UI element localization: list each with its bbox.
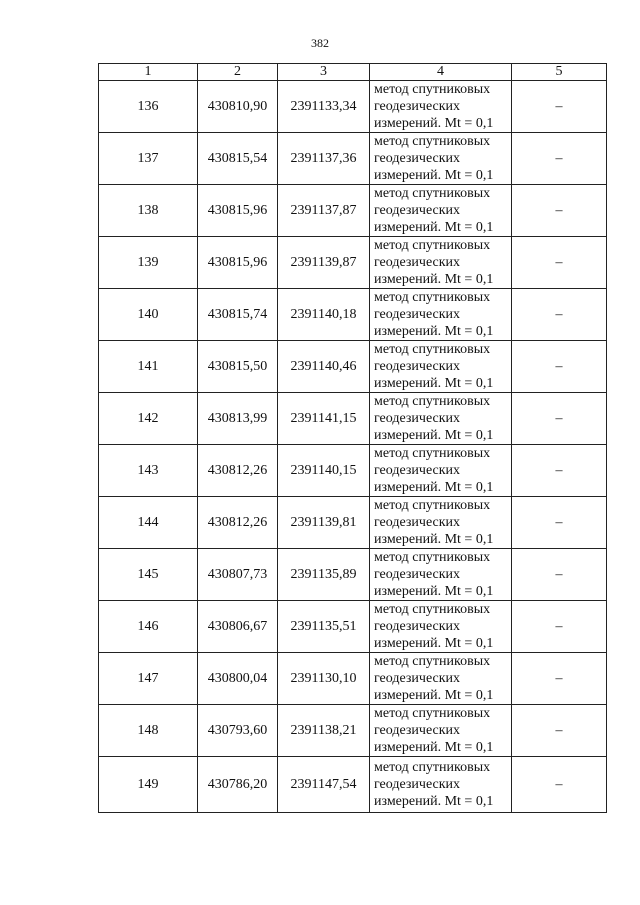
method-cell (370, 133, 512, 185)
method-line: метод спутниковых (374, 342, 491, 357)
y-coordinate-cell: 2391135,51 (278, 601, 370, 653)
y-coordinate-cell: 2391135,89 (278, 549, 370, 601)
note-cell: – (512, 757, 607, 813)
method-line: геодезических (374, 151, 461, 166)
note-cell: – (512, 133, 607, 185)
y-coordinate-cell: 2391140,15 (278, 445, 370, 497)
method-line: метод спутниковых (374, 498, 491, 513)
method-line: измерений. Mt = 0,1 (374, 272, 494, 287)
x-coordinate-cell: 430810,90 (198, 81, 278, 133)
x-coordinate-cell: 430815,96 (198, 185, 278, 237)
method-line: геодезических (374, 567, 461, 582)
page-number: 382 (311, 36, 329, 50)
point-number-cell: 138 (99, 185, 198, 237)
method-line: геодезических (374, 515, 461, 530)
method-line: геодезических (374, 463, 461, 478)
point-number-cell: 141 (99, 341, 198, 393)
method-cell (370, 81, 512, 133)
method-line: геодезических (374, 359, 461, 374)
y-coordinate-cell: 2391147,54 (278, 757, 370, 813)
x-coordinate-cell: 430813,99 (198, 393, 278, 445)
table-row (99, 133, 607, 185)
header-col-1: 1 (99, 64, 198, 81)
x-coordinate-cell: 430806,67 (198, 601, 278, 653)
y-coordinate-cell: 2391130,10 (278, 653, 370, 705)
method-line: измерений. Mt = 0,1 (374, 116, 494, 131)
x-coordinate-cell: 430815,50 (198, 341, 278, 393)
table-row (99, 185, 607, 237)
method-line: геодезических (374, 619, 461, 634)
method-line: метод спутниковых (374, 394, 491, 409)
header-col-5: 5 (512, 64, 607, 81)
method-line: измерений. Mt = 0,1 (374, 324, 494, 339)
method-line: измерений. Mt = 0,1 (374, 220, 494, 235)
method-line: геодезических (374, 777, 461, 792)
method-line: геодезических (374, 307, 461, 322)
point-number-cell: 143 (99, 445, 198, 497)
method-cell (370, 393, 512, 445)
method-cell (370, 237, 512, 289)
method-cell (370, 289, 512, 341)
point-number-cell: 145 (99, 549, 198, 601)
note-cell: – (512, 289, 607, 341)
point-number-cell: 140 (99, 289, 198, 341)
method-line: метод спутниковых (374, 446, 491, 461)
x-coordinate-cell: 430815,54 (198, 133, 278, 185)
method-line: метод спутниковых (374, 602, 491, 617)
method-line: измерений. Mt = 0,1 (374, 428, 494, 443)
note-cell: – (512, 445, 607, 497)
x-coordinate-cell: 430793,60 (198, 705, 278, 757)
table-row (99, 601, 607, 653)
y-coordinate-cell: 2391141,15 (278, 393, 370, 445)
point-number-cell: 149 (99, 757, 198, 813)
table-body (99, 81, 607, 813)
table-row (99, 341, 607, 393)
point-number-cell: 146 (99, 601, 198, 653)
method-cell (370, 341, 512, 393)
method-line: метод спутниковых (374, 654, 491, 669)
y-coordinate-cell: 2391137,87 (278, 185, 370, 237)
method-line: измерений. Mt = 0,1 (374, 636, 494, 651)
table-row (99, 705, 607, 757)
note-cell: – (512, 81, 607, 133)
header-row (99, 64, 607, 81)
method-line: измерений. Mt = 0,1 (374, 480, 494, 495)
x-coordinate-cell: 430812,26 (198, 445, 278, 497)
y-coordinate-cell: 2391139,81 (278, 497, 370, 549)
note-cell: – (512, 185, 607, 237)
method-line: геодезических (374, 411, 461, 426)
y-coordinate-cell: 2391139,87 (278, 237, 370, 289)
method-cell (370, 705, 512, 757)
note-cell: – (512, 237, 607, 289)
y-coordinate-cell: 2391140,18 (278, 289, 370, 341)
method-line: измерений. Mt = 0,1 (374, 740, 494, 755)
method-cell (370, 757, 512, 813)
note-cell: – (512, 653, 607, 705)
note-cell: – (512, 705, 607, 757)
method-line: метод спутниковых (374, 706, 491, 721)
method-cell (370, 497, 512, 549)
header-col-3: 3 (278, 64, 370, 81)
method-cell (370, 549, 512, 601)
table-row (99, 445, 607, 497)
method-line: геодезических (374, 203, 461, 218)
y-coordinate-cell: 2391140,46 (278, 341, 370, 393)
y-coordinate-cell: 2391138,21 (278, 705, 370, 757)
method-line: измерений. Mt = 0,1 (374, 584, 494, 599)
note-cell: – (512, 601, 607, 653)
method-line: измерений. Mt = 0,1 (374, 794, 494, 809)
table-row (99, 393, 607, 445)
method-line: измерений. Mt = 0,1 (374, 168, 494, 183)
table-row (99, 237, 607, 289)
method-line: геодезических (374, 255, 461, 270)
method-cell (370, 601, 512, 653)
method-line: метод спутниковых (374, 134, 491, 149)
x-coordinate-cell: 430807,73 (198, 549, 278, 601)
x-coordinate-cell: 430812,26 (198, 497, 278, 549)
method-line: геодезических (374, 671, 461, 686)
table-row (99, 653, 607, 705)
coordinates-table (98, 63, 607, 813)
method-cell (370, 653, 512, 705)
x-coordinate-cell: 430815,96 (198, 237, 278, 289)
table-row (99, 757, 607, 813)
table-row (99, 81, 607, 133)
note-cell: – (512, 497, 607, 549)
table-row (99, 497, 607, 549)
method-line: метод спутниковых (374, 186, 491, 201)
method-line: измерений. Mt = 0,1 (374, 376, 494, 391)
point-number-cell: 137 (99, 133, 198, 185)
table-header (99, 64, 607, 81)
note-cell: – (512, 393, 607, 445)
x-coordinate-cell: 430800,04 (198, 653, 278, 705)
point-number-cell: 144 (99, 497, 198, 549)
method-cell (370, 185, 512, 237)
x-coordinate-cell: 430786,20 (198, 757, 278, 813)
header-col-2: 2 (198, 64, 278, 81)
method-line: метод спутниковых (374, 238, 491, 253)
method-line: метод спутниковых (374, 550, 491, 565)
header-col-4: 4 (370, 64, 512, 81)
y-coordinate-cell: 2391137,36 (278, 133, 370, 185)
table-row (99, 549, 607, 601)
table-row (99, 289, 607, 341)
x-coordinate-cell: 430815,74 (198, 289, 278, 341)
method-line: метод спутниковых (374, 82, 491, 97)
method-line: геодезических (374, 99, 461, 114)
method-line: метод спутниковых (374, 760, 491, 775)
method-line: измерений. Mt = 0,1 (374, 532, 494, 547)
point-number-cell: 142 (99, 393, 198, 445)
method-line: измерений. Mt = 0,1 (374, 688, 494, 703)
point-number-cell: 148 (99, 705, 198, 757)
point-number-cell: 139 (99, 237, 198, 289)
note-cell: – (512, 549, 607, 601)
y-coordinate-cell: 2391133,34 (278, 81, 370, 133)
method-line: геодезических (374, 723, 461, 738)
method-line: метод спутниковых (374, 290, 491, 305)
point-number-cell: 136 (99, 81, 198, 133)
point-number-cell: 147 (99, 653, 198, 705)
note-cell: – (512, 341, 607, 393)
method-cell (370, 445, 512, 497)
